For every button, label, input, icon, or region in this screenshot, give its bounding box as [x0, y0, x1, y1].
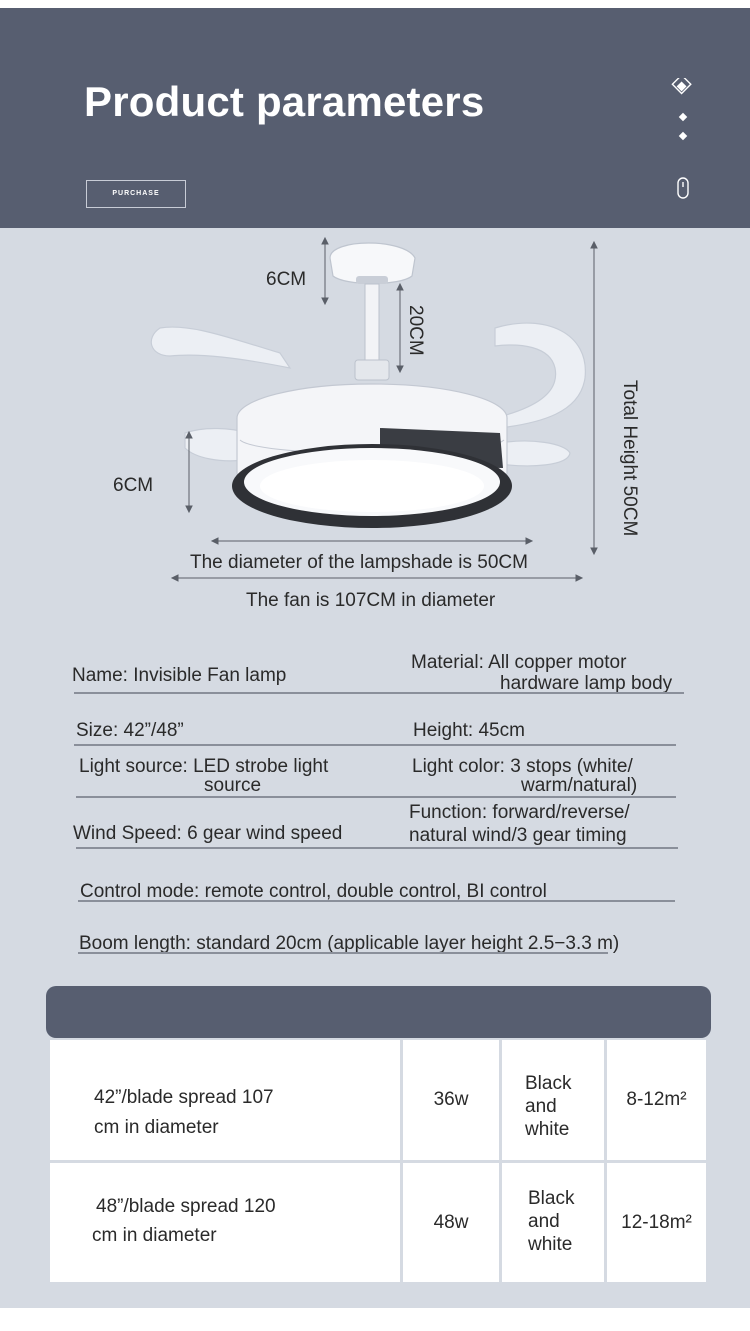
table-row: [50, 1163, 400, 1282]
diamond-dot-icon: [679, 132, 687, 140]
page-title: Product parameters: [84, 78, 485, 125]
param-light-source-line1: Light source: LED strobe light: [79, 756, 329, 777]
color-line3: white: [528, 1234, 573, 1255]
diamond-dot-icon: [679, 113, 687, 121]
canopy: [330, 243, 415, 284]
table-row: [50, 1040, 400, 1160]
param-control-mode: Control mode: remote control, double control, BI control: [80, 881, 547, 902]
divider: [76, 796, 676, 798]
color-line1: Black: [525, 1073, 572, 1094]
area-cell: 12-18m²: [607, 1163, 706, 1282]
divider: [78, 900, 675, 902]
footer-strip: [0, 1308, 750, 1331]
color-line2: and: [525, 1096, 557, 1117]
color-line1: Black: [528, 1188, 575, 1209]
param-material-line1: Material: All copper motor: [411, 652, 627, 673]
size-line2: cm in diameter: [94, 1117, 219, 1138]
param-light-color-line2: warm/natural): [521, 775, 638, 796]
color-line2: and: [528, 1211, 560, 1232]
fan-diameter-label: The fan is 107CM in diameter: [246, 590, 496, 611]
param-light-source-line2: source: [204, 775, 262, 796]
divider: [74, 744, 676, 746]
purchase-button[interactable]: PURCHASE: [86, 180, 186, 208]
param-wind-speed: Wind Speed: 6 gear wind speed: [73, 823, 343, 844]
lamp-body: [232, 384, 512, 528]
color-line3: white: [525, 1119, 570, 1140]
param-material-line2: hardware lamp body: [500, 673, 673, 694]
table-header-bar: [46, 986, 711, 1038]
power-cell: 36w: [403, 1040, 499, 1160]
param-light-color-line1: Light color: 3 stops (white/: [412, 756, 633, 777]
color-cell: [502, 1163, 604, 1282]
divider: [78, 952, 608, 954]
param-function-line2: natural wind/3 gear timing: [409, 825, 627, 846]
color-cell: [502, 1040, 604, 1160]
power-cell: 48w: [403, 1163, 499, 1282]
divider: [74, 692, 684, 694]
size-line2: cm in diameter: [92, 1225, 217, 1246]
side-decoration: [670, 78, 696, 208]
area-cell: 8-12m²: [607, 1040, 706, 1160]
lampshade-diameter-label: The diameter of the lampshade is 50CM: [190, 552, 528, 573]
downrod: [365, 284, 379, 364]
header-banner: [0, 8, 750, 228]
rod-length-label: 20CM: [405, 305, 426, 356]
canopy-height-label: 6CM: [266, 269, 307, 290]
param-size: Size: 42”/48”: [76, 720, 184, 741]
size-line1: 42”/blade spread 107: [94, 1087, 274, 1108]
param-boom-length: Boom length: standard 20cm (applicable layer height 2.5−3.3 m): [79, 933, 620, 954]
param-height: Height: 45cm: [413, 720, 525, 741]
diamond-outline-icon: [672, 78, 690, 93]
param-name: Name: Invisible Fan lamp: [72, 665, 287, 686]
lamp-height-label: 6CM: [113, 475, 154, 496]
total-height-label: Total Height 50CM: [619, 380, 640, 537]
size-line1: 48”/blade spread 120: [96, 1196, 276, 1217]
scroll-mouse-icon: [678, 178, 688, 198]
param-function-line1: Function: forward/reverse/: [409, 802, 630, 823]
divider: [76, 847, 678, 849]
spec-table: [50, 1040, 706, 1282]
